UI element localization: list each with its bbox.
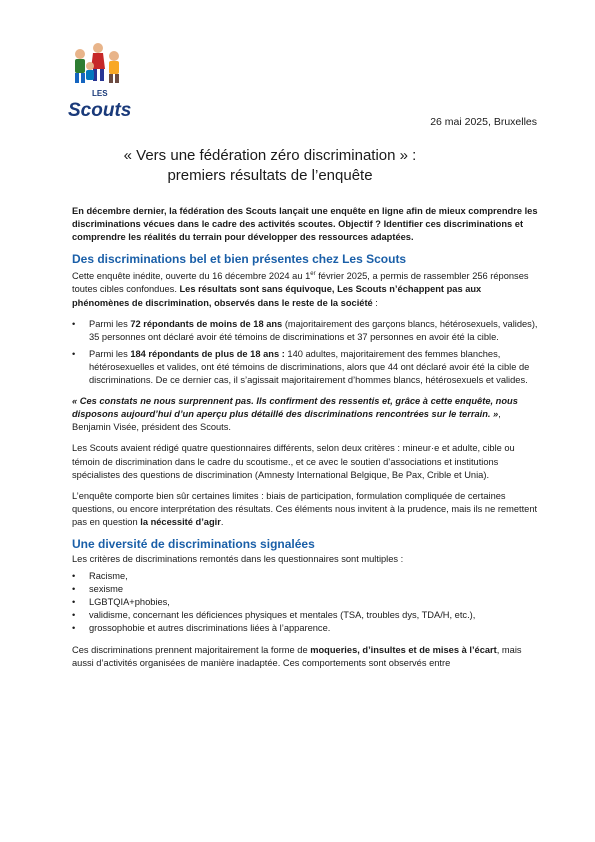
bullet-text: Parmi les — [89, 348, 131, 359]
section-heading-2: Une diversité de discriminations signalées — [72, 536, 315, 551]
scouts-logo — [62, 40, 132, 122]
list-item: • grossophobie et autres discriminations liées à l’apparence. — [72, 622, 538, 635]
quote-text: « Ces constats ne nous surprennent pas. Ils confirment des ressentis et, grâce à cette enquête, nous disposons aujourd’hui d’un aperçu plus détaillé des discriminations rencontrées sur le terrain. » — [72, 396, 518, 420]
scouts-figures-illustration — [75, 43, 119, 83]
bullet-text: (majoritairement des garçons blancs, hétérosexuels, valides), 35 personnes ont déclaré avoir été témoins de discriminations et 37 personnes en avoir été la cible. — [89, 318, 538, 342]
forms-bold: moqueries, d’insultes et de mises à l’écart — [310, 644, 497, 655]
bullet-text: Parmi les — [89, 318, 131, 329]
respondents-list — [72, 318, 538, 387]
limits-bold: la nécessité d’agir — [140, 516, 221, 527]
list-item: • LGBTQIA+phobies, — [72, 596, 538, 609]
quote-author: , Benjamin Visée, président des Scouts. — [72, 409, 501, 433]
list-item: • sexisme — [72, 583, 538, 596]
quote-paragraph — [72, 395, 538, 434]
list-item — [72, 348, 538, 387]
limits-end: . — [220, 516, 224, 527]
forms-text: Ces discriminations prennent majoritairement la forme de — [72, 644, 311, 655]
list-item — [72, 318, 538, 344]
document-body — [72, 205, 538, 678]
survey-text-2: février 2025, a permis de rassembler 256 réponses toutes cibles confondues. — [72, 271, 529, 295]
logo-text-les: LES — [92, 89, 108, 98]
list-item: • validisme, concernant les déficiences physiques et mentales (TSA, troubles dys, TDA/H, etc.), — [72, 609, 538, 622]
logo-text-scouts: Scouts — [68, 100, 132, 121]
bullet-text: 140 adultes, majoritairement des femmes blanches, hétérosexuelles et valides, ont été témoins de discriminations, alors que 44 ont déclaré avoir été la cible de discriminations. De ce dernier cas, il s’agissait majoritairement d’hommes blancs, hétérosexuels et valides. — [89, 348, 530, 386]
bullet-bold: 72 répondants de moins de 18 ans — [130, 318, 283, 329]
survey-text: Cette enquête inédite, ouverte du 16 décembre 2024 au 1 — [72, 271, 311, 282]
forms-paragraph — [72, 644, 538, 670]
survey-paragraph — [72, 268, 538, 309]
survey-end: : — [372, 297, 378, 308]
date-location: 26 mai 2025, Bruxelles — [430, 116, 537, 128]
page-title — [70, 146, 470, 186]
list-item: • Racisme, — [72, 570, 538, 583]
title-line-2: premiers résultats de l’enquête — [167, 167, 373, 184]
questionnaires-paragraph: Les Scouts avaient rédigé quatre questionnaires différents, selon deux critères : mineur·e et adulte, cible ou témoin de discrimination dans le cadre du scoutisme., et ce avec le soutien d’associations et institutions spécialistes des questions de discrimination (Amnesty International Belgique, Be Pax, Crible et Unia). — [72, 443, 515, 480]
limits-text: L’enquête comporte bien sûr certaines limites : biais de participation, formulation compliquée de certaines questions, ou encore interprétation des résultats. Ces éléments nous invitent à la prudence, mais ils ne remettent pas en question — [72, 490, 538, 527]
limits-paragraph — [72, 490, 538, 529]
survey-bold: Les résultats sont sans équivoque, Les Scouts n’échappent pas aux phénomènes de discrimination, observés dans le reste de la société — [72, 284, 482, 308]
survey-sup: er — [310, 271, 316, 278]
intro-paragraph: En décembre dernier, la fédération des Scouts lançait une enquête en ligne afin de mieux comprendre les discriminations vécues dans le cadre des activités scoutes. Objectif ? Identifier ces discriminations et comprendre les réalités du terrain pour développer des ressources adaptées. — [72, 206, 538, 243]
forms-text-2: , mais aussi d’activités organisées de manière inadaptée. Ces comportements sont observés entre — [72, 644, 522, 668]
section-heading-1: Des discriminations bel et bien présentes chez Les Scouts — [72, 252, 407, 267]
bullet-bold: 184 répondants de plus de 18 ans : — [130, 348, 285, 359]
criteria-lead: Les critères de discriminations remontés dans les questionnaires sont multiples : — [72, 553, 404, 564]
title-line-1: « Vers une fédération zéro discrimination » : — [123, 147, 417, 164]
criteria-list — [72, 570, 538, 635]
